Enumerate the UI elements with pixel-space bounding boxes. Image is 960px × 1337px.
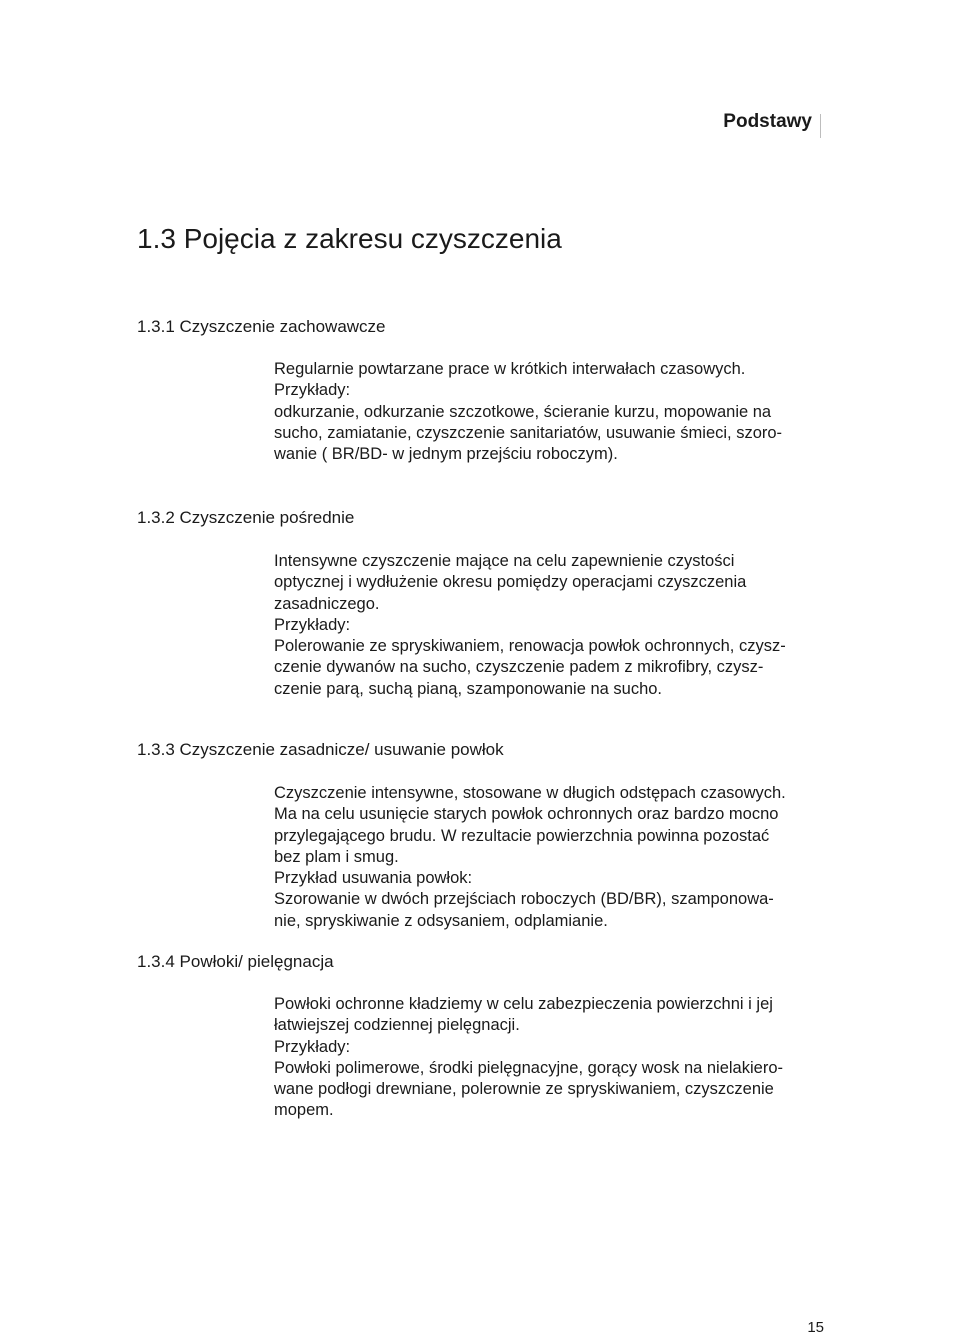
chapter-title: 1.3 Pojęcia z zakresu czyszczenia <box>137 223 562 254</box>
body-line: czenie parą, suchą pianą, szamponowanie na sucho. <box>274 679 662 698</box>
body-line: Przykłady: <box>274 615 351 634</box>
section-body <box>274 551 834 700</box>
body-line: czenie dywanów na sucho, czyszczenie padem z mikrofibry, czysz- <box>274 658 764 677</box>
body-line: wanie ( BR/BD- w jednym przejściu roboczym). <box>274 445 618 464</box>
body-line: zasadniczego. <box>274 594 380 613</box>
section-body <box>274 994 834 1122</box>
body-line: sucho, zamiatanie, czyszczenie sanitariatów, usuwanie śmieci, szoro- <box>274 423 783 442</box>
body-line: odkurzanie, odkurzanie szczotkowe, ścieranie kurzu, mopowanie na <box>274 402 772 421</box>
section-heading: 1.3.1 Czyszczenie zachowawcze <box>137 317 386 336</box>
body-line: Ma na celu usunięcie starych powłok ochronnych oraz bardzo mocno <box>274 805 779 824</box>
body-line: bez plam i smug. <box>274 847 399 866</box>
section-body <box>274 359 834 465</box>
body-line: Regularnie powtarzane prace w krótkich interwałach czasowych. <box>274 360 746 378</box>
section-body <box>274 783 834 932</box>
page-number: 15 <box>807 1319 824 1336</box>
body-line: Szorowanie w dwóch przejściach roboczych (BD/BR), szamponowa- <box>274 890 774 909</box>
body-line: Przykłady: <box>274 1037 351 1056</box>
section-heading: 1.3.4 Powłoki/ pielęgnacja <box>137 952 334 971</box>
body-line: Polerowanie ze spryskiwaniem, renowacja powłok ochronnych, czysz- <box>274 637 786 656</box>
body-line: przylegającego brudu. W rezultacie powierzchnia powinna pozostać <box>274 826 770 845</box>
body-line: łatwiejszej codziennej pielęgnacji. <box>274 1016 520 1035</box>
body-line: mopem. <box>274 1101 334 1120</box>
section-heading: 1.3.2 Czyszczenie pośrednie <box>137 508 355 527</box>
body-line: Powłoki polimerowe, środki pielęgnacyjne, gorący wosk na nielakiero- <box>274 1058 783 1077</box>
running-header-label: Podstawy <box>723 111 812 132</box>
header-divider <box>820 114 821 138</box>
body-line: nie, spryskiwanie z odsysaniem, odplamianie. <box>274 911 608 930</box>
body-line: wane podłogi drewniane, polerownie ze spryskiwaniem, czyszczenie <box>274 1080 774 1099</box>
body-line: Przykład usuwania powłok: <box>274 869 473 888</box>
section-heading: 1.3.3 Czyszczenie zasadnicze/ usuwanie powłok <box>137 740 504 759</box>
body-line: Przykłady: <box>274 381 351 400</box>
body-line: Powłoki ochronne kładziemy w celu zabezpieczenia powierzchni i jej <box>274 995 773 1013</box>
body-line: optycznej i wydłużenie okresu pomiędzy operacjami czyszczenia <box>274 573 747 592</box>
body-line: Intensywne czyszczenie mające na celu zapewnienie czystości <box>274 552 735 570</box>
body-line: Czyszczenie intensywne, stosowane w długich odstępach czasowych. <box>274 784 786 802</box>
